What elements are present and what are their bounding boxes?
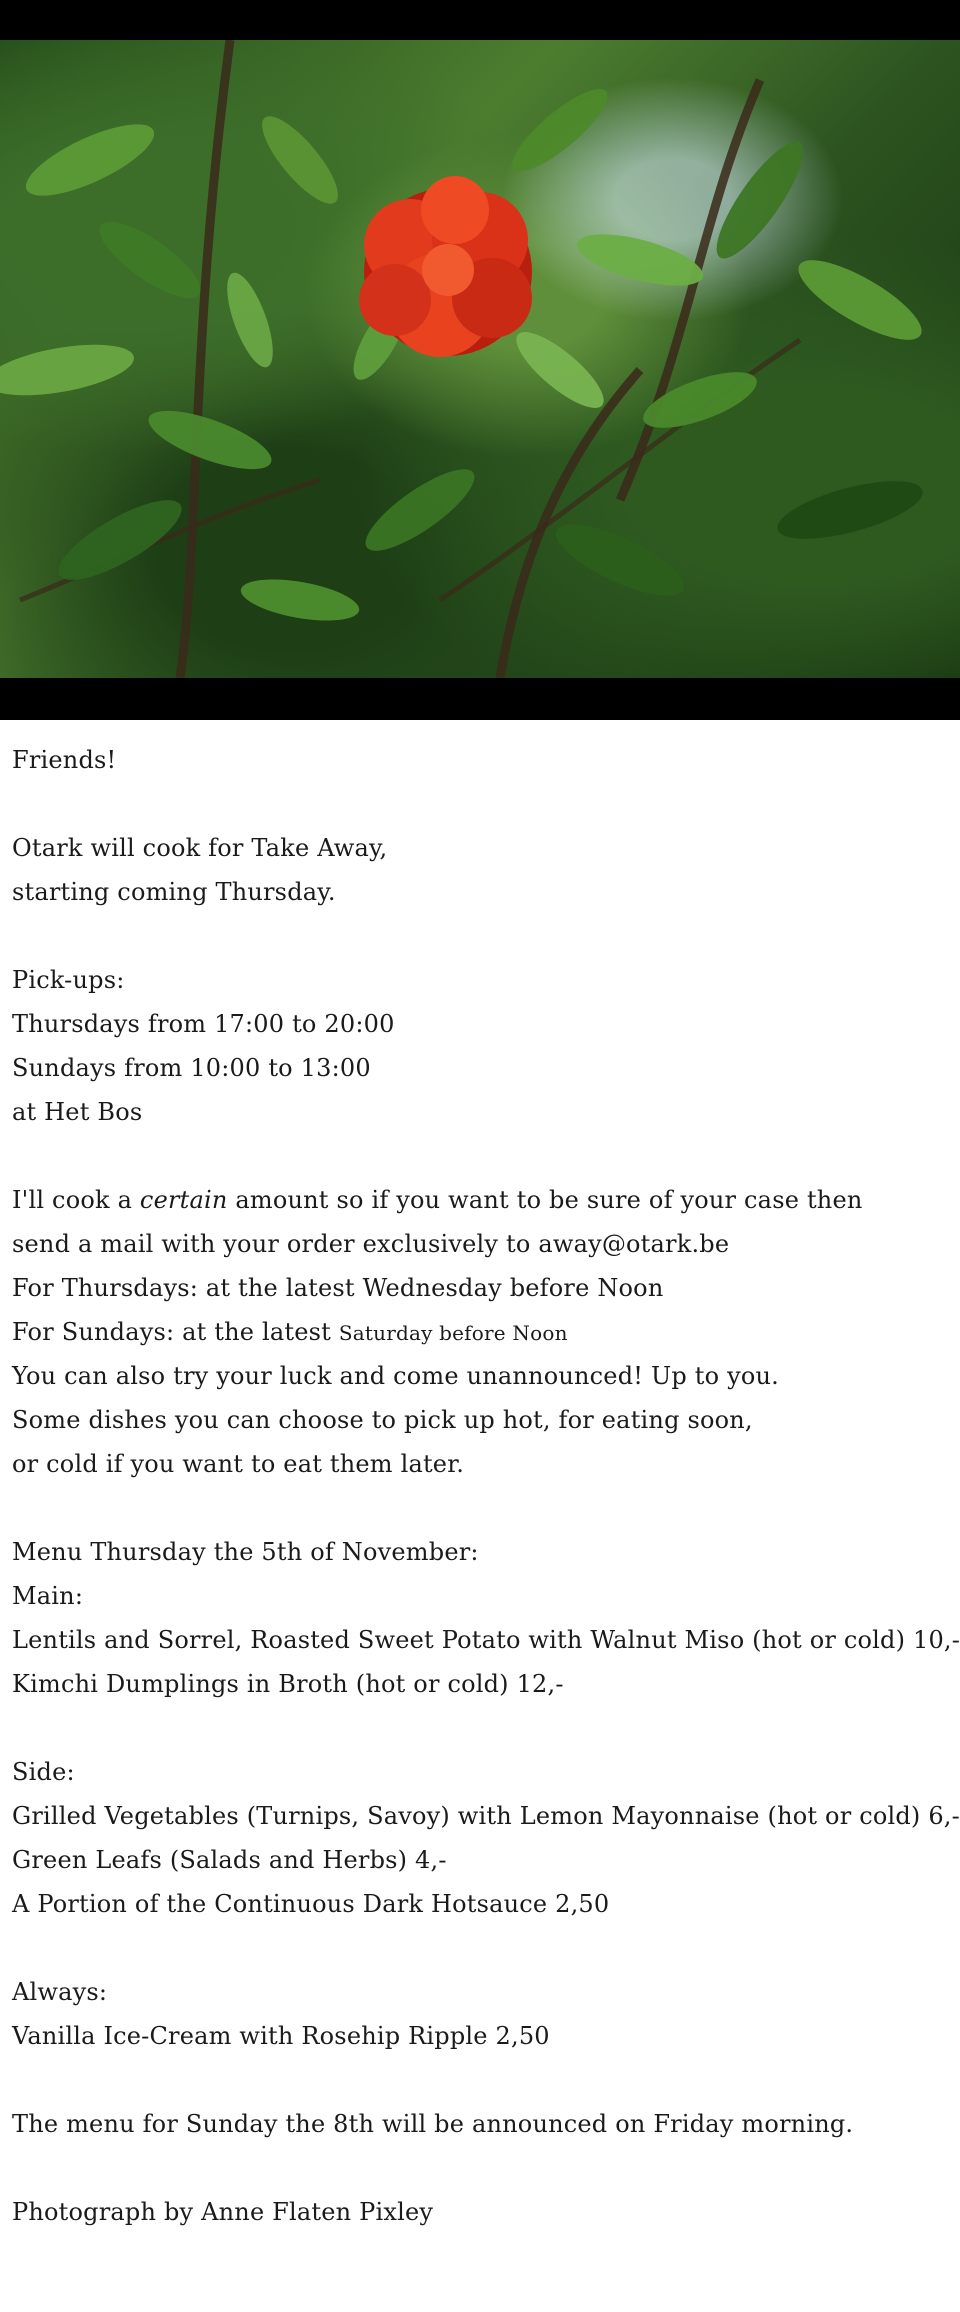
side-item-2: Green Leafs (Salads and Herbs) 4,-	[12, 1846, 447, 1874]
main-item-1: Lentils and Sorrel, Roasted Sweet Potato with Walnut Miso (hot or cold) 10,-	[12, 1626, 960, 1654]
side-item-1: Grilled Vegetables (Turnips, Savoy) with Lemon Mayonnaise (hot or cold) 6,-	[12, 1802, 960, 1830]
side-title: Side:	[12, 1758, 75, 1786]
intro-line-1: Otark will cook for Take Away,	[12, 834, 388, 862]
sunday-note: The menu for Sunday the 8th will be announced on Friday morning.	[12, 2110, 854, 2138]
announcement-text	[0, 720, 960, 2234]
pickup-sunday: Sundays from 10:00 to 13:00	[12, 1054, 371, 1082]
photo-credit: Photograph by Anne Flaten Pixley	[12, 2198, 434, 2226]
order-emphasis: certain	[139, 1186, 228, 1214]
leaves-illustration	[0, 40, 960, 678]
order-post: amount so if you want to be sure of your case then	[227, 1186, 863, 1214]
order-mail-line	[12, 1222, 948, 1266]
always-title: Always:	[12, 1978, 108, 2006]
greeting: Friends!	[12, 746, 117, 774]
intro-line-2: starting coming Thursday.	[12, 878, 336, 906]
side-item-3: A Portion of the Continuous Dark Hotsauce 2,50	[12, 1890, 610, 1918]
always-item-1: Vanilla Ice-Cream with Rosehip Ripple 2,50	[12, 2022, 550, 2050]
hot-line-1: Some dishes you can choose to pick up hot, for eating soon,	[12, 1406, 753, 1434]
pickups-title: Pick-ups:	[12, 966, 125, 994]
order-email: away@otark.be	[538, 1230, 730, 1258]
flower-photo	[0, 40, 960, 678]
hot-line-2: or cold if you want to eat them later.	[12, 1450, 465, 1478]
order-line	[12, 1178, 948, 1222]
order-mail-pre: send a mail with your order exclusively to	[12, 1230, 539, 1258]
deadline-sunday	[12, 1310, 948, 1354]
red-flower-icon	[359, 176, 532, 357]
pickup-place: at Het Bos	[12, 1098, 143, 1126]
luck-line: You can also try your luck and come unannounced! Up to you.	[12, 1362, 779, 1390]
deadline-thursday: For Thursdays: at the latest Wednesday before Noon	[12, 1274, 664, 1302]
deadline-sunday-small: Saturday before Noon	[338, 1321, 568, 1345]
main-title: Main:	[12, 1582, 84, 1610]
photo-frame	[0, 0, 960, 720]
order-pre: I'll cook a	[12, 1186, 140, 1214]
pickup-thursday: Thursdays from 17:00 to 20:00	[12, 1010, 395, 1038]
main-item-2: Kimchi Dumplings in Broth (hot or cold) 12,-	[12, 1670, 564, 1698]
menu-title: Menu Thursday the 5th of November:	[12, 1538, 479, 1566]
deadline-sunday-pre: For Sundays: at the latest	[12, 1318, 339, 1346]
